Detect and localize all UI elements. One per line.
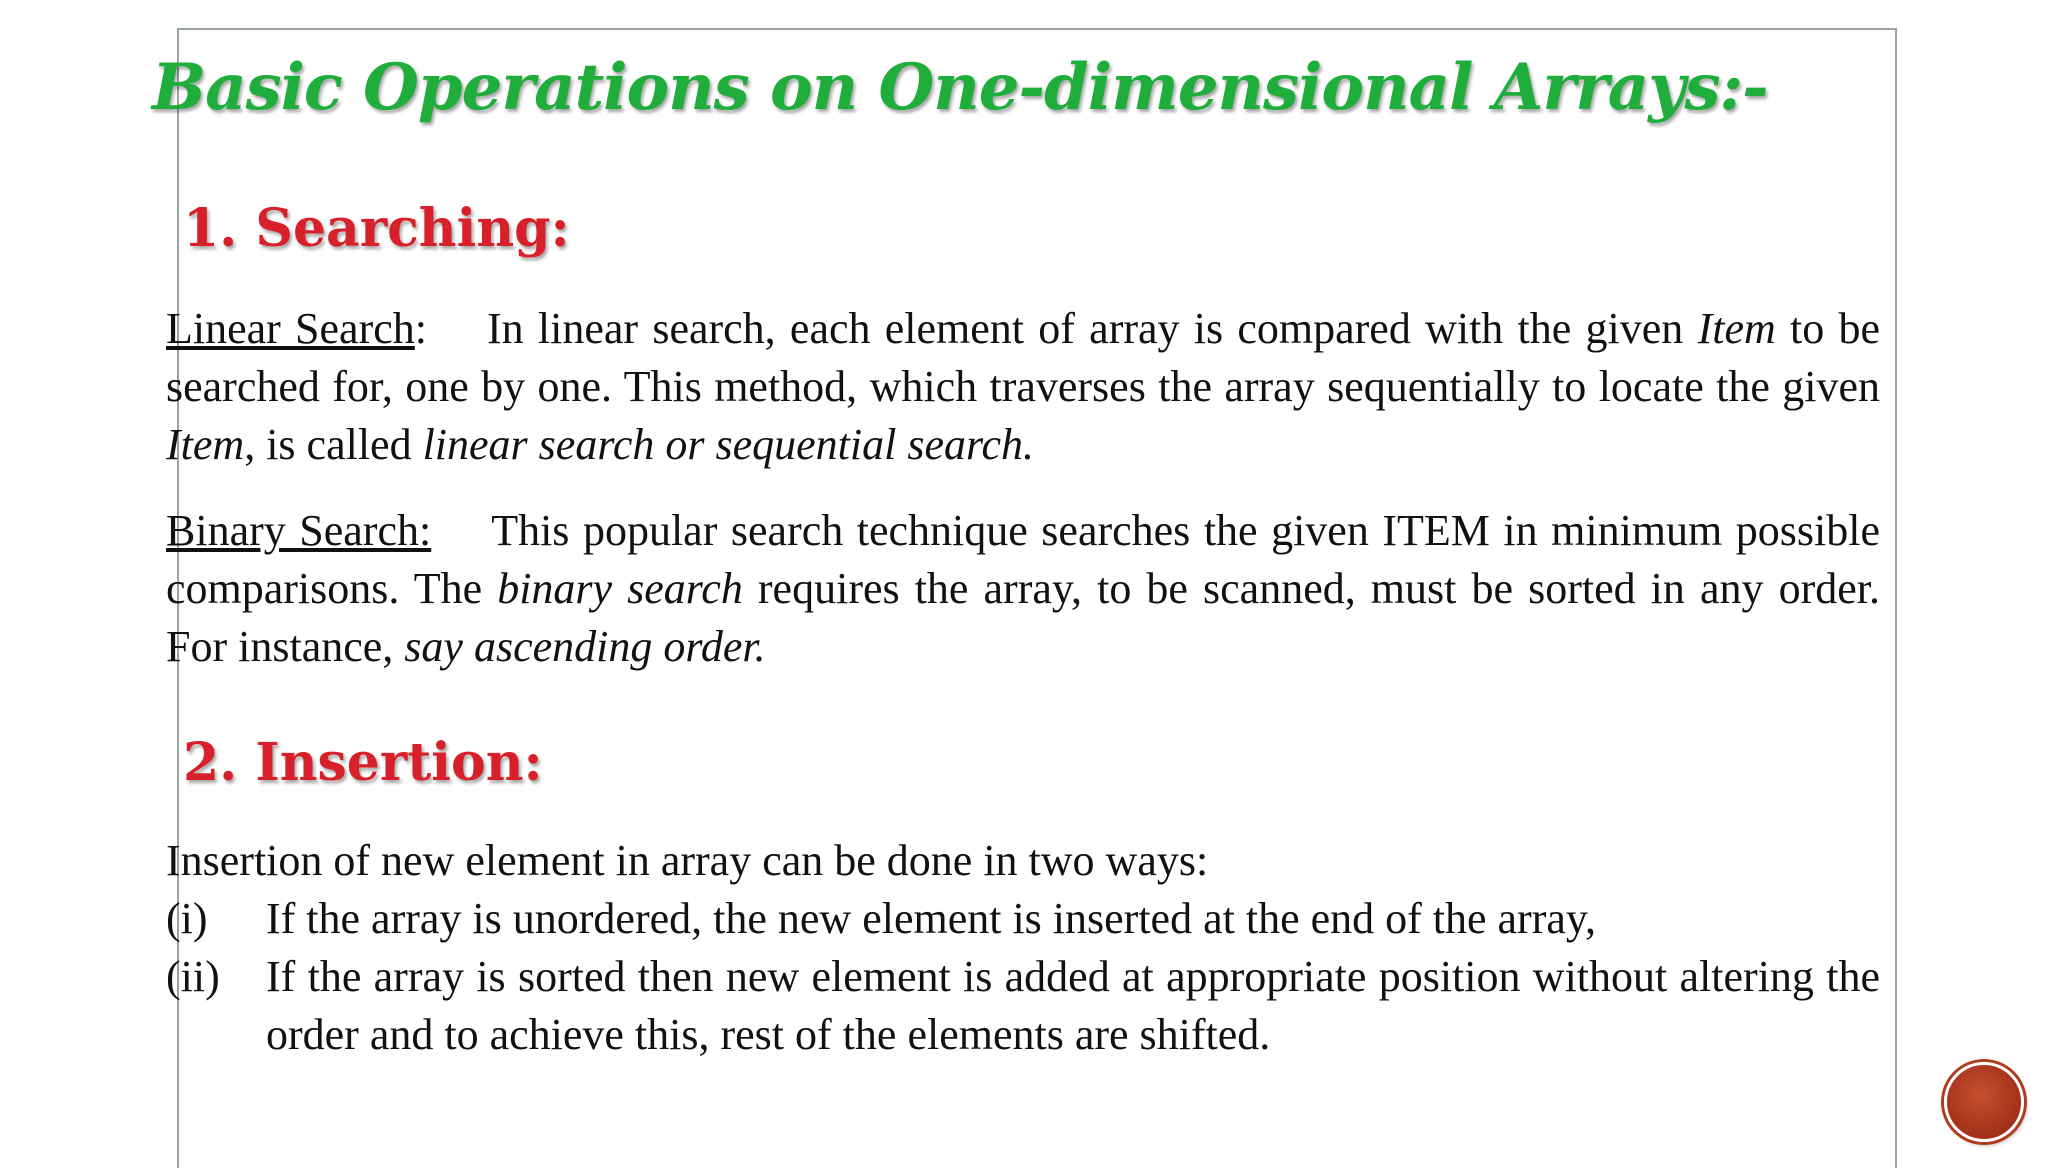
list-item-text: If the array is sorted then new element is added at appropriate position without altering the order and to achieve this, rest of the elements are shifted. bbox=[266, 952, 1880, 1059]
list-item-text: If the array is unordered, the new element is inserted at the end of the array, bbox=[266, 894, 1597, 943]
linear-search-text-1: In linear search, each element of array is compared with the given bbox=[487, 304, 1698, 353]
binary-search-text-1: This popular search technique searches the given ITEM in minimum possible comparisons. The bbox=[166, 506, 1880, 613]
binary-search-term: Binary Search: bbox=[166, 506, 432, 555]
list-item bbox=[166, 948, 1880, 1064]
linear-search-colon: : bbox=[414, 304, 428, 353]
linear-search-text-2: to be searched for, one by one. This method, which traverses the array sequentially to locate the given bbox=[166, 304, 1880, 411]
list-item-number: (i) bbox=[166, 894, 208, 943]
binary-search-italic-1: binary search bbox=[497, 564, 743, 613]
next-slide-button[interactable] bbox=[1944, 1062, 2024, 1142]
list-item-number: (ii) bbox=[166, 952, 220, 1001]
insertion-intro: Insertion of new element in array can be done in two ways: bbox=[166, 836, 1209, 885]
insertion-heading: 2. Insertion: bbox=[183, 732, 543, 793]
insertion-list bbox=[166, 890, 1880, 1064]
slide-title: Basic Operations on One-dimensional Arrays:- bbox=[152, 50, 1768, 125]
linear-search-paragraph bbox=[166, 300, 1880, 474]
searching-heading: 1. Searching: bbox=[183, 198, 570, 259]
linear-search-italic-2: Item bbox=[166, 420, 245, 469]
binary-search-paragraph bbox=[166, 502, 1880, 676]
list-item bbox=[166, 890, 1880, 948]
linear-search-text-3: , is called bbox=[244, 420, 423, 469]
linear-search-italic-1: Item bbox=[1697, 304, 1776, 353]
linear-search-italic-3: linear search or sequential search. bbox=[422, 420, 1035, 469]
linear-search-term: Linear Search bbox=[166, 304, 415, 353]
binary-search-text-2: requires the array, to be scanned, must be sorted in any order. For instance, bbox=[166, 564, 1880, 671]
binary-search-italic-2: say ascending order. bbox=[404, 622, 766, 671]
